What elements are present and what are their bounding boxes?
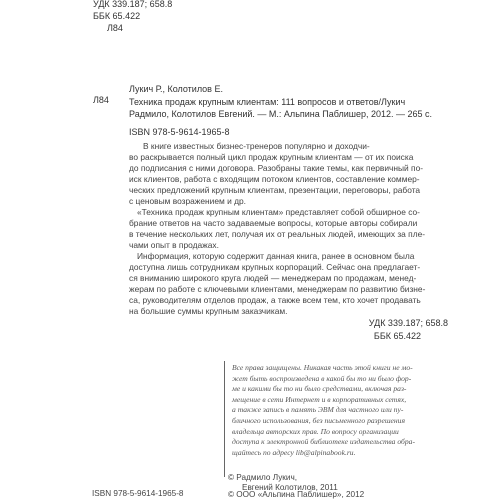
rights-line: владельца авторских прав. По вопросу организации <box>232 426 399 436</box>
annotation-paragraph-2 <box>129 207 447 251</box>
annotation-line: иск клиентов, работа с входящим потоком клиентов, составление коммер- <box>129 174 420 184</box>
record-authors: Лукич Р., Колотилов Е. <box>129 84 223 94</box>
annotation-line: ческих предложений крупным клиентам, презентации, переговоры, работа <box>129 185 421 195</box>
rights-line: щайтесь по адресу lib@alpinabook.ru. <box>232 447 356 457</box>
margin-author-code: Л84 <box>93 95 109 105</box>
rights-line: а также запись в память ЭВМ для частного или пу- <box>232 405 404 415</box>
annotation-line: в течение нескольких лет, получая их от реальных людей, имеющих за пле- <box>129 229 426 239</box>
rights-line: жет быть воспроизведена в какой бы то ни было фор- <box>232 373 412 383</box>
bbk-code-repeat: ББК 65.422 <box>373 331 421 341</box>
copyright-line-3: © ООО «Альпина Паблишер», 2012 <box>228 490 365 499</box>
udk-code: УДК 339.187; 658.8 <box>93 0 173 9</box>
copyright-line-2: Евгений Колотилов, 2011 <box>242 483 338 492</box>
rights-line: бличного использования, без письменного разрешения <box>232 415 406 425</box>
annotation-line: В книге известных бизнес-тренеров популярно и доходчи- <box>143 141 370 151</box>
annotation-line: жерам по работе с ключевыми клиентами, менеджерам по развитию бизне- <box>129 284 426 294</box>
rights-line: мещение в сети Интернет и в корпоративных сетях, <box>232 394 407 404</box>
annotation-paragraph-3 <box>129 251 447 317</box>
annotation-paragraph-1 <box>129 141 447 207</box>
rights-notice-box <box>224 361 473 477</box>
footer-isbn: ISBN 978-5-9614-1965-8 <box>92 489 184 498</box>
udk-code-repeat: УДК 339.187; 658.8 <box>368 318 448 328</box>
record-title-line-1: Техника продаж крупным клиентам: 111 вопросов и ответов/Лукич <box>129 97 406 107</box>
copyright-line-1: © Радмило Лукич, <box>228 473 297 482</box>
annotation-line: Информация, которую содержит данная книга, ранее в основном была <box>137 251 415 261</box>
bbk-code: ББК 65.422 <box>93 11 141 21</box>
rights-line: Все права защищены. Никакая часть этой книги не мо- <box>232 363 413 372</box>
rights-line: ме и какими бы то ни было средствами, включая раз- <box>232 384 407 394</box>
author-code: Л84 <box>107 23 123 33</box>
annotation-line: до подписания с ними договора. Разобраны такие темы, как первичный по- <box>129 163 424 173</box>
annotation-line: доступна лишь сотрудникам крупных корпораций. Сейчас она предлагает- <box>129 262 421 272</box>
annotation-line: на большие суммы крупным заказчикам. <box>129 306 288 316</box>
annotation-line: са, руководителям отделов продаж, а также всем тем, кто хочет продавать <box>129 295 421 305</box>
annotation-line: чами опыт в продажах. <box>129 240 219 250</box>
annotation-line: с ценовым возражением и др. <box>129 196 246 206</box>
annotation-line: «Техника продаж крупным клиентам» представляет собой обширное со- <box>137 207 420 217</box>
annotation-line: во раскрывается полный цикл продаж крупным клиентам — от их поиска <box>129 152 414 162</box>
annotation-line: брание ответов на часто задаваемые вопросы, которые авторы собирали <box>129 218 418 228</box>
rights-notice-text <box>232 363 415 458</box>
annotation-line: ся вниманию широкого круга людей — менеджерам по продажам, менед- <box>129 273 417 283</box>
record-isbn: ISBN 978-5-9614-1965-8 <box>129 127 230 137</box>
rights-line: доступа к электронной библиотеке издательства обра- <box>232 437 416 447</box>
record-title-line-2: Радмило, Колотилов Евгений. — М.: Альпина Паблишер, 2012. — 265 с. <box>129 109 433 119</box>
